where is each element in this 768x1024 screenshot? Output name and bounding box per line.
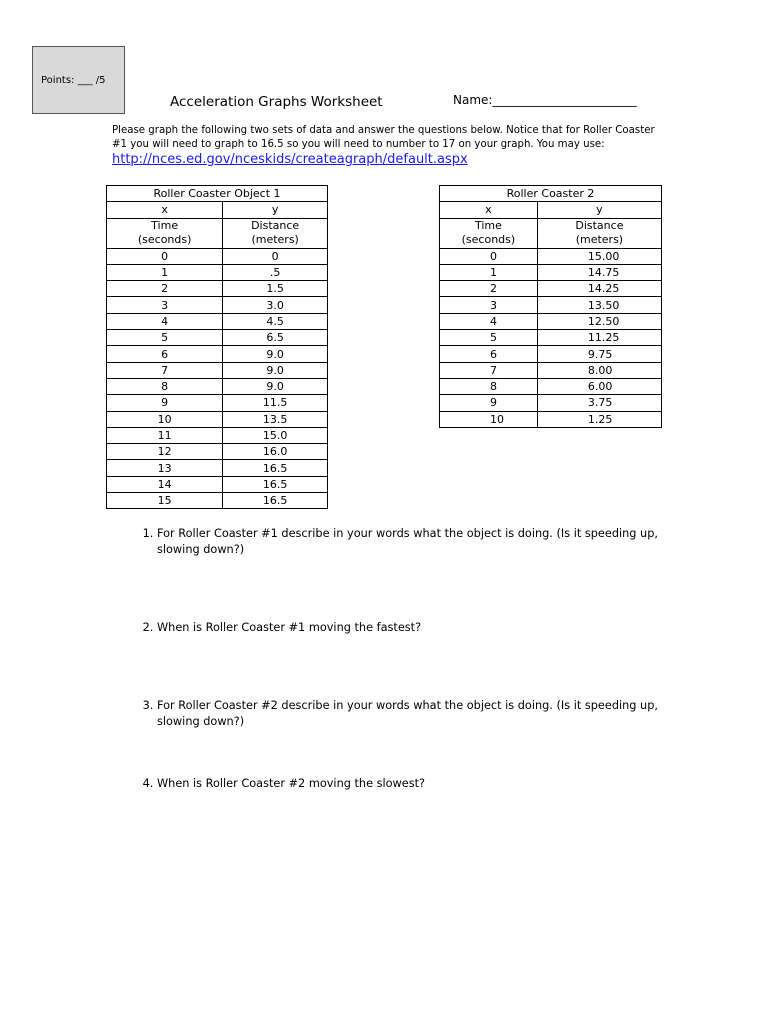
- x-label: x: [440, 202, 538, 218]
- table-row: [107, 297, 328, 313]
- distance-cell: 9.0: [223, 362, 328, 378]
- time-cell: 5: [107, 330, 223, 346]
- distance-cell: .5: [223, 264, 328, 280]
- table-row: [107, 476, 328, 492]
- time-cell: 1: [440, 264, 538, 280]
- time-header: [440, 218, 538, 248]
- y-label: y: [537, 202, 661, 218]
- table-row: [440, 264, 662, 280]
- distance-header: [223, 218, 328, 248]
- time-header-line2: (seconds): [461, 233, 516, 247]
- table-row: [107, 264, 328, 280]
- question-4: 4. When is Roller Coaster #2 moving the slowest?: [157, 776, 687, 792]
- table-row: [440, 297, 662, 313]
- time-header-line2: (seconds): [137, 233, 192, 247]
- table-row: [107, 346, 328, 362]
- time-cell: 6: [440, 346, 538, 362]
- distance-header-line2: (meters): [251, 233, 299, 247]
- distance-cell: 16.5: [223, 460, 328, 476]
- points-label: Points: ___ /5: [41, 75, 106, 86]
- table-title: Roller Coaster 2: [440, 186, 662, 202]
- time-cell: 15: [107, 493, 223, 509]
- distance-cell: 9.0: [223, 378, 328, 394]
- table-row: [107, 395, 328, 411]
- distance-cell: 0: [223, 248, 328, 264]
- instructions-text: Please graph the following two sets of data and answer the questions below. Notice that for Roller Coaster #1 you will need to graph to 16.5 so you will need to number to 17 on your graph. You may use:: [112, 125, 655, 150]
- time-cell: 14: [107, 476, 223, 492]
- instructions: [112, 124, 672, 168]
- table-row: [440, 378, 662, 394]
- distance-cell: 15.00: [537, 248, 661, 264]
- distance-cell: 12.50: [537, 313, 661, 329]
- question-3: 3. For Roller Coaster #2 describe in your words what the object is doing. (Is it speeding up, slowing down?): [157, 698, 687, 776]
- time-cell: 8: [107, 378, 223, 394]
- distance-cell: 1.5: [223, 281, 328, 297]
- time-cell: 10: [440, 411, 538, 427]
- page-title: Acceleration Graphs Worksheet: [170, 94, 383, 110]
- distance-header-line1: Distance: [575, 219, 624, 233]
- distance-cell: 16.5: [223, 476, 328, 492]
- distance-cell: 9.0: [223, 346, 328, 362]
- distance-cell: 13.5: [223, 411, 328, 427]
- distance-cell: 3.75: [537, 395, 661, 411]
- table-row: [107, 330, 328, 346]
- graph-tool-link[interactable]: http://nces.ed.gov/nceskids/createagraph/default.aspx: [112, 152, 468, 167]
- time-cell: 2: [107, 281, 223, 297]
- time-cell: 0: [107, 248, 223, 264]
- time-cell: 9: [440, 395, 538, 411]
- questions-list: [134, 526, 687, 792]
- time-cell: 9: [107, 395, 223, 411]
- question-2: 2. When is Roller Coaster #1 moving the fastest?: [157, 620, 687, 698]
- table-row: [107, 281, 328, 297]
- table-row: [107, 313, 328, 329]
- points-box: [32, 46, 125, 114]
- time-cell: 12: [107, 444, 223, 460]
- table-row: [107, 248, 328, 264]
- time-cell: 10: [107, 411, 223, 427]
- table-row: [107, 362, 328, 378]
- table-row: [107, 427, 328, 443]
- time-cell: 13: [107, 460, 223, 476]
- time-header: [107, 218, 223, 248]
- distance-cell: 1.25: [537, 411, 661, 427]
- time-cell: 3: [107, 297, 223, 313]
- y-label: y: [223, 202, 328, 218]
- distance-cell: 16.5: [223, 493, 328, 509]
- distance-cell: 13.50: [537, 297, 661, 313]
- name-field: Name:________________________: [453, 93, 637, 107]
- table-row: [107, 444, 328, 460]
- distance-cell: 15.0: [223, 427, 328, 443]
- table-row: [440, 248, 662, 264]
- table-row: [440, 330, 662, 346]
- question-1: 1. For Roller Coaster #1 describe in your words what the object is doing. (Is it speeding up, slowing down?): [157, 526, 687, 620]
- table-row: [107, 460, 328, 476]
- table-title: Roller Coaster Object 1: [107, 186, 328, 202]
- time-cell: 3: [440, 297, 538, 313]
- roller-coaster-2-table: [439, 185, 662, 428]
- table-row: [107, 378, 328, 394]
- table-row: [440, 411, 662, 427]
- distance-cell: 4.5: [223, 313, 328, 329]
- distance-header-line1: Distance: [251, 219, 300, 233]
- distance-cell: 16.0: [223, 444, 328, 460]
- distance-cell: 8.00: [537, 362, 661, 378]
- time-cell: 6: [107, 346, 223, 362]
- distance-cell: 6.5: [223, 330, 328, 346]
- table-row: [440, 281, 662, 297]
- time-cell: 4: [107, 313, 223, 329]
- time-cell: 2: [440, 281, 538, 297]
- time-header-line1: Time: [151, 219, 179, 233]
- time-header-line1: Time: [474, 219, 502, 233]
- distance-cell: 14.25: [537, 281, 661, 297]
- table-row: [440, 362, 662, 378]
- table-row: [440, 395, 662, 411]
- table-row: [107, 493, 328, 509]
- distance-cell: 11.5: [223, 395, 328, 411]
- time-cell: 1: [107, 264, 223, 280]
- distance-cell: 6.00: [537, 378, 661, 394]
- time-cell: 8: [440, 378, 538, 394]
- time-cell: 7: [107, 362, 223, 378]
- table-row: [107, 411, 328, 427]
- x-label: x: [107, 202, 223, 218]
- time-cell: 5: [440, 330, 538, 346]
- distance-header: [537, 218, 661, 248]
- distance-cell: 9.75: [537, 346, 661, 362]
- time-cell: 11: [107, 427, 223, 443]
- roller-coaster-1-table: [106, 185, 328, 509]
- distance-cell: 11.25: [537, 330, 661, 346]
- distance-cell: 14.75: [537, 264, 661, 280]
- table-row: [440, 346, 662, 362]
- time-cell: 4: [440, 313, 538, 329]
- time-cell: 7: [440, 362, 538, 378]
- time-cell: 0: [440, 248, 538, 264]
- distance-cell: 3.0: [223, 297, 328, 313]
- table-row: [440, 313, 662, 329]
- distance-header-line2: (meters): [575, 233, 624, 247]
